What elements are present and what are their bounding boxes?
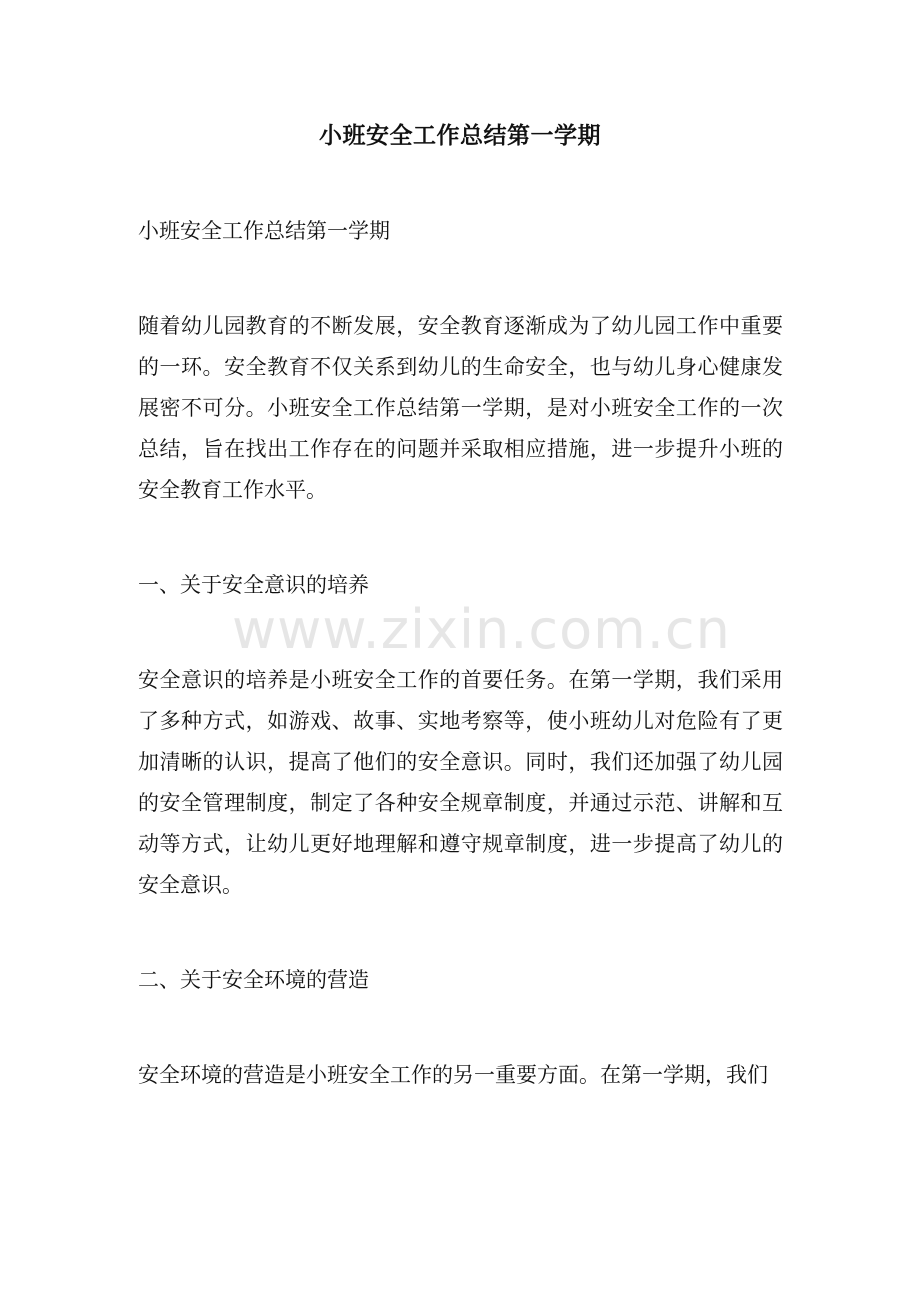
document-title: 小班安全工作总结第一学期 <box>319 122 601 149</box>
document-body <box>138 211 783 1096</box>
paragraph-safety-awareness: 安全意识的培养是小班安全工作的首要任务。在第一学期，我们采用了多种方式，如游戏、故事、实地考察等，使小班幼儿对危险有了更加清晰的认识，提高了他们的安全意识。同时，我们还加强了幼儿园的安全管理制度，制定了各种安全规章制度，并通过示范、讲解和互动等方式，让幼儿更好地理解和遵守规章制度，进一步提高了幼儿的安全意识。 <box>138 668 783 897</box>
document-subtitle: 小班安全工作总结第一学期 <box>138 219 390 243</box>
paragraph-intro: 随着幼儿园教育的不断发展，安全教育逐渐成为了幼儿园工作中重要的一环。安全教育不仅关系到幼儿的生命安全，也与幼儿身心健康发展密不可分。小班安全工作总结第一学期，是对小班安全工作的一次总结，旨在找出工作存在的问题并采取相应措施，进一步提升小班的安全教育工作水平。 <box>138 314 783 502</box>
paragraph-safety-environment: 安全环境的营造是小班安全工作的另一重要方面。在第一学期，我们 <box>138 1063 768 1087</box>
watermark-text: www.zixin.com.cn <box>232 598 731 661</box>
section-heading-safety-awareness: 一、关于安全意识的培养 <box>138 573 369 597</box>
section-heading-safety-environment: 二、关于安全环境的营造 <box>138 968 369 992</box>
